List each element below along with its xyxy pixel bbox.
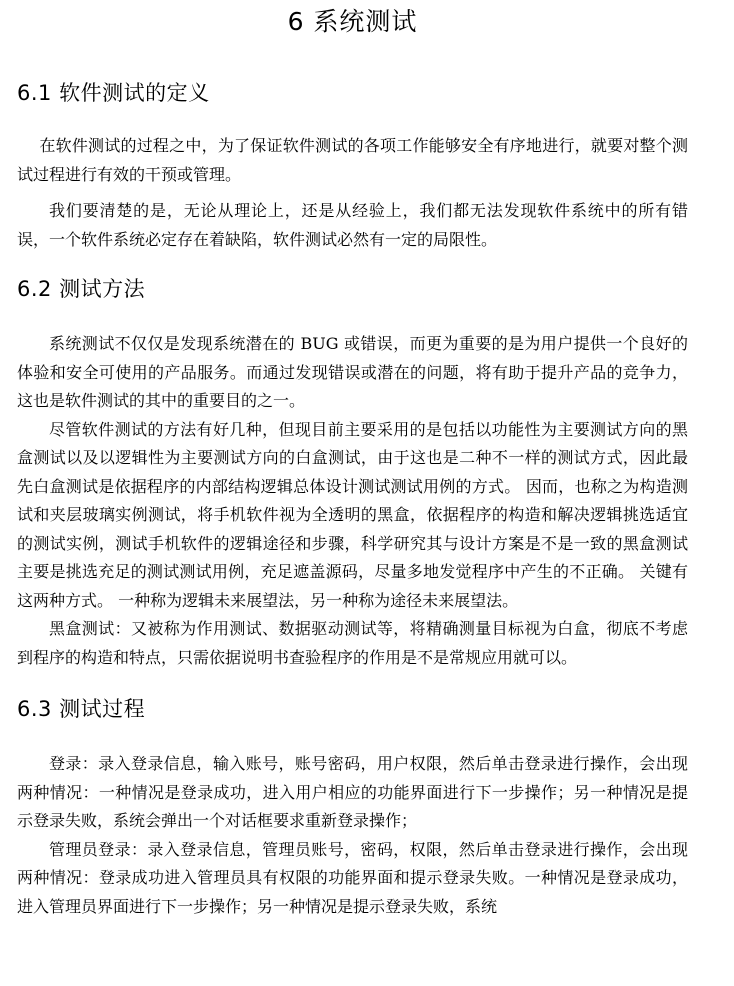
section-heading-6-2: 6.2 测试方法 xyxy=(17,277,146,301)
paragraph: 我们要清楚的是，无论从理论上，还是从经验上，我们都无法发现软件系统中的所有错误，一个软件系统必定存在着缺陷，软件测试必然有一定的局限性。 xyxy=(17,201,688,249)
section-heading-6-1: 6.1 软件测试的定义 xyxy=(17,81,210,105)
paragraph: 登录：录入登录信息，输入账号，账号密码，用户权限，然后单击登录进行操作，会出现两种情况：一种情况是登录成功，进入用户相应的功能界面进行下一步操作；另一种情况是提示登录失败，系统会弹出一个对话框要求重新登录操作； xyxy=(17,754,688,830)
paragraph: 黑盒测试：又被称为作用测试、数据驱动测试等，将精确测量目标视为白盒，彻底不考虑到程序的构造和特点，只需依据说明书查验程序的作用是不是常规应用就可以。 xyxy=(17,619,688,667)
paragraph: 在软件测试的过程之中，为了保证软件测试的各项工作能够安全有序地进行，就要对整个测试过程进行有效的干预或管理。 xyxy=(17,136,688,184)
paragraph: 尽管软件测试的方法有好几种，但现目前主要采用的是包括以功能性为主要测试方向的黑盒测试以及以逻辑性为主要测试方向的白盒测试，由于这也是二种不一样的测试方式，因此最先白盒测试是依据程序的内部结构逻辑总体设计测试测试用例的方式。 因而，也称之为构造测试和夹层玻璃实例测试，将手机软件视为全透明的黑盒，依据程序的构造和解决逻辑挑选适宜的测试实例，测试手机软件的逻辑途径和步骤，科学研究其与设计方案是不是一致的黑盒测试主要是挑选充足的测试测试用例，充足遮盖源码，尽量多地发觉程序中产生的不正确。 关键有这两种方式。 一种称为逻辑未来展望法，另一种称为途径未来展望法。 xyxy=(17,419,688,610)
paragraph: 系统测试不仅仅是发现系统潜在的 BUG 或错误，而更为重要的是为用户提供一个良好的体验和安全可使用的产品服务。而通过发现错误或潜在的问题，将有助于提升产品的竞争力，这也是软件测试的其中的重要目的之一。 xyxy=(17,334,688,410)
chapter-title: 6 系统测试 xyxy=(287,7,418,36)
section-heading-6-3: 6.3 测试过程 xyxy=(17,697,146,721)
paragraph: 管理员登录：录入登录信息，管理员账号，密码，权限，然后单击登录进行操作，会出现两种情况：登录成功进入管理员具有权限的功能界面和提示登录失败。一种情况是登录成功，进入管理员界面进行下一步操作；另一种情况是提示登录失败，系统 xyxy=(17,839,688,916)
